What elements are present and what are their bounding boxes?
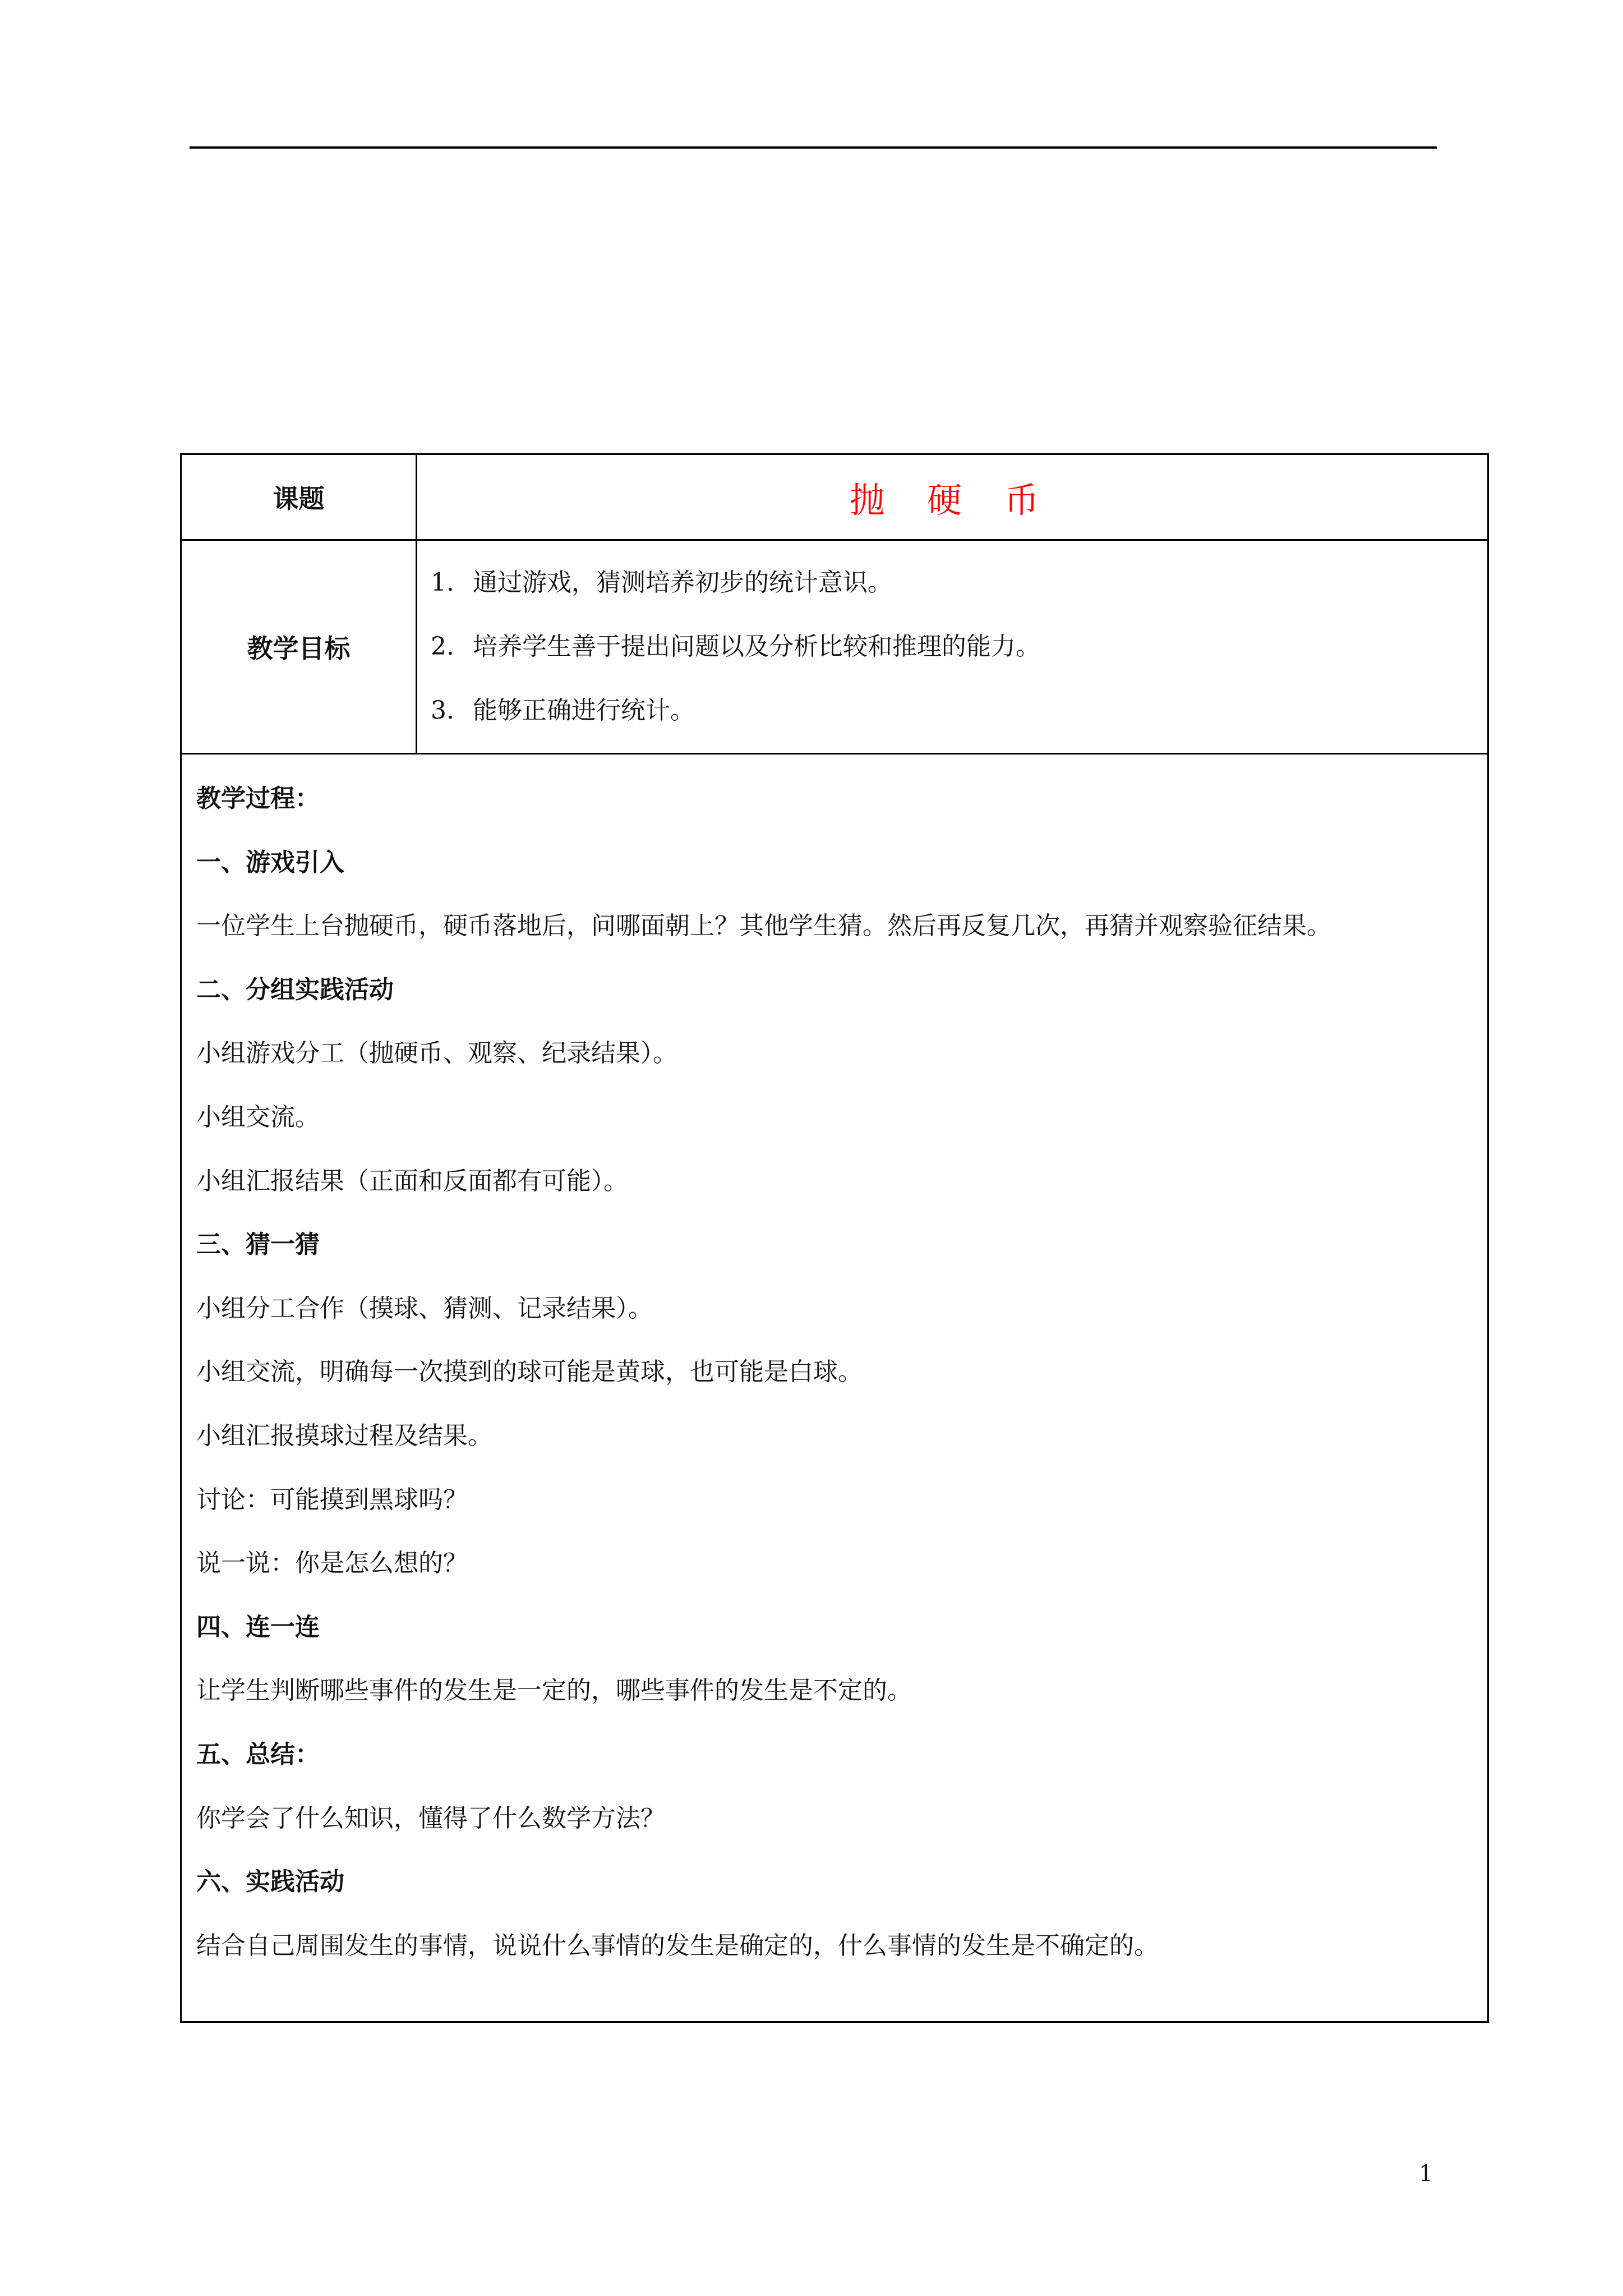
goal-number: 1. <box>431 568 454 597</box>
section-paragraph: 让学生判断哪些事件的发生是一定的，哪些事件的发生是不定的。 <box>196 1676 912 1705</box>
section-paragraph: 小组游戏分工（抛硬币、观察、纪录结果）。 <box>196 1039 677 1068</box>
subject-label: 课题 <box>181 454 417 540</box>
section-paragraph: 小组汇报结果（正面和反面都有可能）。 <box>196 1166 628 1195</box>
subject-row <box>181 454 1488 540</box>
section-title: 五、总结： <box>196 1740 320 1769</box>
section-paragraph: 小组分工合作（摸球、猜测、记录结果）。 <box>196 1294 653 1323</box>
goal-text: 能够正确进行统计。 <box>473 696 695 725</box>
section-paragraph: 你学会了什么知识，懂得了什么数学方法？ <box>196 1803 665 1833</box>
goals-cell <box>417 540 1488 754</box>
section-paragraph: 结合自己周围发生的事情，说说什么事情的发生是确定的，什么事情的发生是不确定的。 <box>196 1931 1159 1960</box>
lesson-plan-table <box>180 453 1489 2023</box>
section-paragraph: 小组交流，明确每一次摸到的球可能是黄球，也可能是白球。 <box>196 1358 863 1387</box>
lesson-title: 抛 硬 币 <box>417 454 1488 540</box>
section-paragraph: 说一说：你是怎么想的？ <box>196 1549 468 1578</box>
section-paragraph: 讨论：可能摸到黑球吗？ <box>196 1485 468 1514</box>
goal-text: 通过游戏，猜测培养初步的统计意识。 <box>473 568 892 597</box>
section-paragraph: 小组交流。 <box>196 1102 320 1131</box>
section-title: 四、连一连 <box>196 1612 320 1641</box>
section-title: 六、实践活动 <box>196 1867 344 1897</box>
process-cell <box>181 754 1488 2022</box>
section-title: 二、分组实践活动 <box>196 975 394 1004</box>
goal-list <box>417 541 1487 753</box>
goal-item <box>431 551 1487 615</box>
section-title: 三、猜一猜 <box>196 1230 320 1259</box>
page-number: 1 <box>1419 2161 1433 2187</box>
header-rule <box>190 146 1437 149</box>
section-paragraph: 一位学生上台抛硬币，硬币落地后，问哪面朝上？其他学生猜。然后再反复几次，再猜并观察验征结果。 <box>196 912 1331 941</box>
process-heading: 教学过程： <box>196 784 320 813</box>
teaching-process <box>182 754 1487 1977</box>
goal-number: 3. <box>431 696 454 725</box>
section-title: 一、游戏引入 <box>196 848 344 877</box>
process-row <box>181 754 1488 2022</box>
goal-text: 培养学生善于提出问题以及分析比较和推理的能力。 <box>473 632 1040 661</box>
section-paragraph: 小组汇报摸球过程及结果。 <box>196 1421 492 1450</box>
goal-item <box>431 679 1487 743</box>
goals-row <box>181 540 1488 754</box>
goal-number: 2. <box>431 632 454 661</box>
goal-item <box>431 615 1487 679</box>
goals-label: 教学目标 <box>181 540 417 754</box>
